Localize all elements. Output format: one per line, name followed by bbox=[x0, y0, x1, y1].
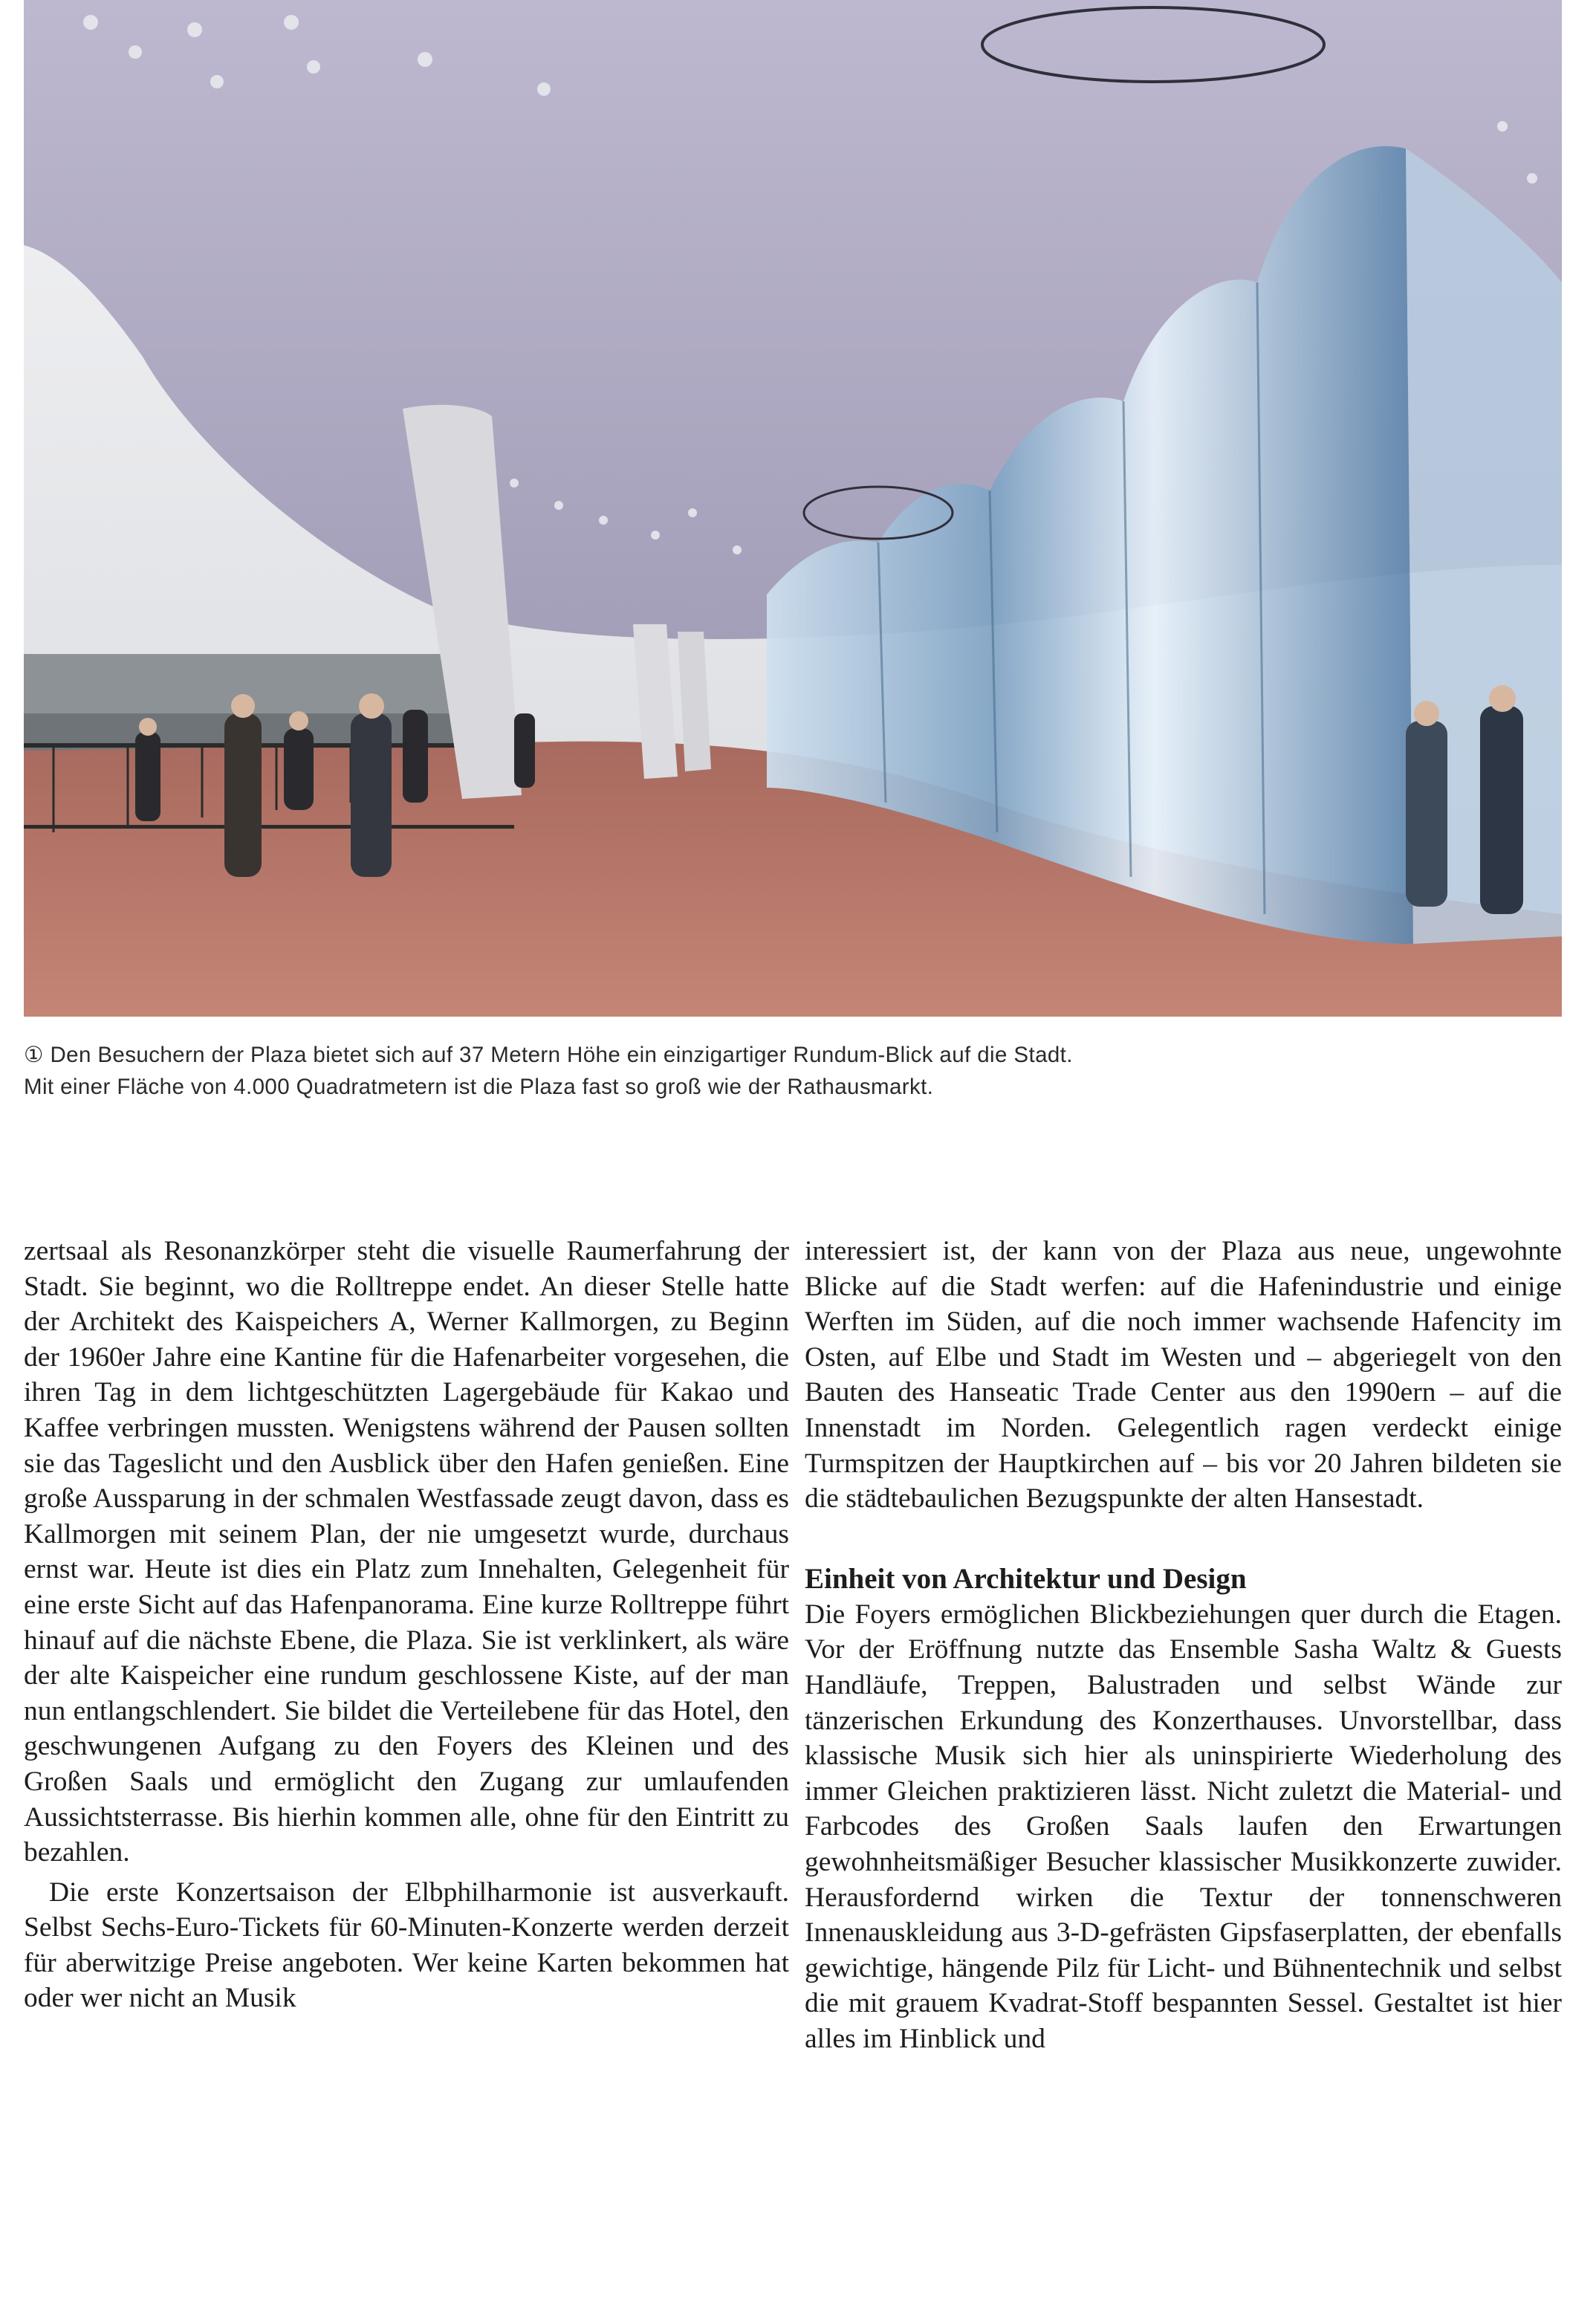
left-text-column bbox=[24, 1234, 789, 2016]
left-paragraph-2: Die erste Konzertsaison der Elbphilharmonie ist ausverkauft. Selbst Sechs-Euro-Tickets für 60-Minuten-Konzerte werden derzeit für aberwitzige Preise angeboten. Wer keine Karten bekommen hat oder wer nicht an Musik bbox=[24, 1876, 789, 2014]
caption-line-1: ① Den Besuchern der Plaza bietet sich auf 37 Metern Höhe ein einzigartiger Rundum-Blick auf die Stadt. bbox=[24, 1043, 1073, 1067]
right-paragraph-2: Die Foyers ermöglichen Blickbeziehungen quer durch die Etagen. Vor der Eröffnung nutzte das Ensemble Sasha Waltz & Guests Handläufe, Treppen, Balustraden und selbst Wände zur tänzerischen Erkundung des Konzerthauses. Unvorstellbar, dass klassische Musik sich hier als uninspirierte Wiederholung des immer Gleichen praktizieren lässt. Nicht zuletzt die Material- und Farbcodes des Großen Saals laufen den Erwartungen gewohnheitsmäßiger Besucher klassischer Musikkonzerte zuwider. Herausfordernd wirken die Textur der tonnenschweren Innenauskleidung aus 3-D-gefrästen Gipsfaserplatten, der ebenfalls gewichtige, hängende Pilz für Licht- und Bühnentechnik und selbst die mit grauem Kvadrat-Stoff bespannten Sessel. Gestaltet ist hier alles im Hinblick und bbox=[805, 1599, 1562, 2054]
right-paragraph-1: interessiert ist, der kann von der Plaza aus neue, ungewohnte Blicke auf die Stadt werfen: auf die Hafenindustrie und einige Werften im Süden, auf die noch immer wachsende Hafencity im Osten, auf Elbe und Stadt im Westen und – abgeriegelt von den Bauten des Hanseatic Trade Center aus den 1990ern – auf die Innenstadt im Norden. Gelegentlich ragen verdeckt einige Turmspitzen der Hauptkirchen auf – bis vor 20 Jahren bildeten sie die städtebaulichen Bezugspunkte der alten Hansestadt. bbox=[805, 1236, 1562, 1515]
plaza-photo bbox=[24, 0, 1562, 1017]
right-text-column bbox=[805, 1234, 1562, 2056]
section-heading: Einheit von Architektur und Design bbox=[805, 1562, 1247, 1595]
left-paragraph-1: zertsaal als Resonanzkörper steht die visuelle Raumerfahrung der Stadt. Sie beginnt, wo die Rolltreppe endet. An dieser Stelle hatte der Architekt des Kaispeichers A, Werner Kallmorgen, zu Beginn der 1960er Jahre eine Kantine für die Hafenarbeiter vorgesehen, die ihren Tag in dem lichtgeschützten Lagergebäude für Kakao und Kaffee verbringen mussten. Wenigstens während der Pausen sollten sie das Tageslicht und den Ausblick über den Hafen genießen. Eine große Aussparung in der schmalen Westfassade zeugt davon, dass es Kallmorgen mit seinem Plan, der nie umgesetzt wurde, durchaus ernst war. Heute ist dies ein Platz zum Innehalten, Gelegenheit für eine erste Sicht auf das Hafenpanorama. Eine kurze Rolltreppe führt hinauf auf die nächste Ebene, die Plaza. Sie ist verklinkert, als wäre der alte Kaispeicher eine rundum geschlossene Kiste, auf der man nun entlangschlendert. Sie bildet die Verteilebene für das Hotel, den geschwungenen Aufgang zu den Foyers des Kleinen und des Großen Saals und ermöglicht den Zugang zur umlaufenden Aussichtsterrasse. Bis hierhin kommen alle, ohne für den Eintritt zu bezahlen. bbox=[24, 1236, 789, 1868]
photo-caption bbox=[24, 1039, 1569, 1103]
plaza-photo-illustration bbox=[24, 0, 1562, 1017]
caption-line-2: Mit einer Fläche von 4.000 Quadratmetern ist die Plaza fast so groß wie der Rathausmarkt. bbox=[24, 1075, 934, 1099]
